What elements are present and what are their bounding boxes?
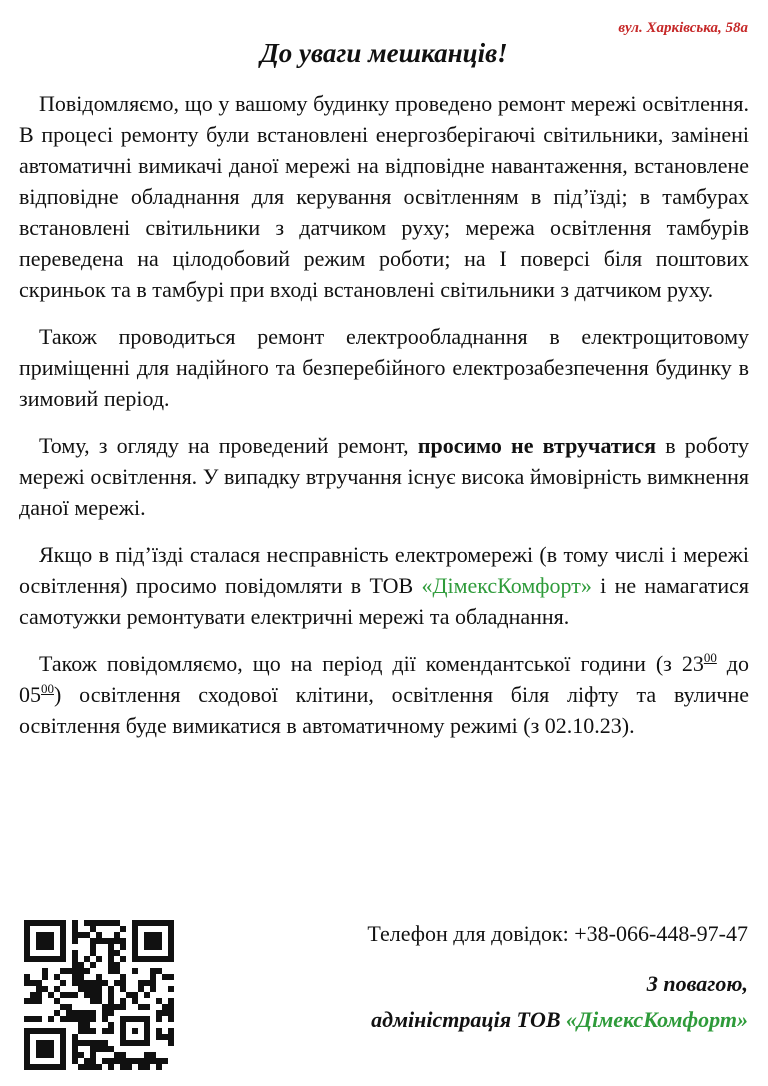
signature-line — [371, 1002, 748, 1038]
signature-company: «ДімексКомфорт» — [566, 1007, 748, 1032]
signature-block — [371, 966, 748, 1038]
curfew-text-2: до 05 — [19, 651, 750, 707]
curfew-start-minutes: 00 — [703, 650, 717, 665]
regards-text: З повагою, — [646, 971, 748, 996]
notice-body — [19, 88, 749, 757]
notice-title: До уваги мешканців! — [260, 38, 508, 68]
curfew-text-3: ) освітлення сходової клітини, освітлення біля ліфту та вуличне освітлення буде вимикатися в автоматичному режимі (з 02.10.23). — [19, 682, 749, 738]
curfew-text-1: Також повідомляємо, що на період дії комендантської години (з 23 — [39, 651, 704, 676]
address-label: вул. Харківська, 58а — [618, 20, 748, 36]
phone-line: Телефон для довідок: +38-066-448-97-47 — [367, 921, 748, 946]
curfew-end-minutes: 00 — [41, 681, 54, 696]
paragraph-switchboard: Також проводиться ремонт електрообладнання в електрощитовому приміщенні для надійного та безперебійного електрозабезпечення будинку в зимовий період. — [19, 324, 749, 411]
warning-emphasis: просимо не втручатися — [417, 433, 657, 458]
paragraph-warning — [19, 430, 749, 523]
report-text-end: і не намагатися самотужки ремонтувати електричні мережі та обладнання. — [19, 573, 749, 629]
paragraph-curfew — [19, 648, 749, 741]
company-name: «ДімексКомфорт» — [421, 573, 592, 598]
paragraph-report — [19, 539, 749, 632]
signature-prefix: адміністрація ТОВ — [371, 1007, 567, 1032]
paragraph-repair: Повідомляємо, що у вашому будинку проведено ремонт мережі освітлення. В процесі ремонту були встановлені енергозберігаючі світильники, замінені автоматичні вимикачі даної мережі на відповідне навантаження, встановлене відповідне обладнання для керування освітленням в під’їзді; в тамбурах встановлені світильники з датчиком руху; мережа освітлення тамбурів переведена на цілодобовий режим роботи; на І поверсі біля поштових скриньок та в тамбурі при вході встановлені світильники з датчиком руху. — [19, 91, 749, 302]
qr-code-icon[interactable] — [24, 920, 174, 1070]
report-text-start: Якщо в під’їзді сталася несправність електромережі (в тому числі і мережі освітлення) просимо повідомляти в ТОВ — [19, 542, 749, 598]
warning-text-end: в роботу мережі освітлення. У випадку втручання існує висока ймовірність вимкнення даної мережі. — [19, 433, 750, 520]
warning-text-start: Тому, з огляду на проведений ремонт, — [39, 433, 418, 458]
